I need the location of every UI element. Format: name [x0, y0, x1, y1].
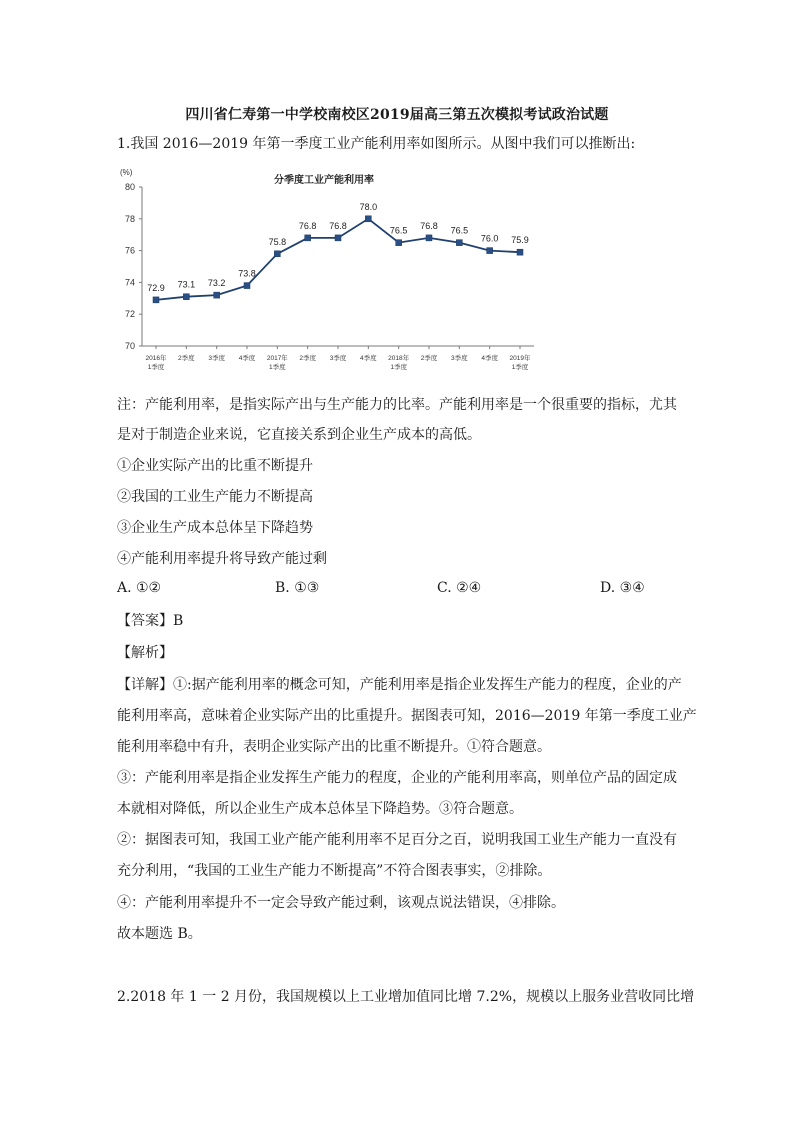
x-tick-label: 2季度: [178, 355, 195, 362]
data-point: [244, 283, 250, 289]
data-label: 73.8: [238, 268, 256, 279]
capacity-utilization-chart: [112, 163, 542, 378]
x-tick-label: 2018年: [388, 355, 410, 362]
x-tick-label: 3季度: [329, 355, 347, 362]
detail-line-9: 故本题选 B。: [117, 926, 202, 942]
detail-line-3: 能利用率稳中有升，表明企业实际产出的比重不断提升。①符合题意。: [117, 739, 551, 755]
detail-line-8: ④：产能利用率提升不一定会导致产能过剩，该观点说法错误，④排除。: [117, 895, 565, 911]
note-line-1: 注：产能利用率，是指实际产出与生产能力的比率。产能利用率是一个很重要的指标，尤其: [117, 397, 677, 413]
data-point: [305, 235, 311, 241]
x-tick-label: 1季度: [269, 364, 286, 371]
question-2-stem: 2.2018 年 1 一 2 月份，我国规模以上工业增加值同比增 7.2%，规模以上服务业营收同比增: [117, 989, 695, 1005]
option-b: B. ①③: [275, 580, 320, 596]
x-tick-label: 2季度: [299, 355, 316, 362]
x-tick-label: 4季度: [238, 355, 256, 362]
x-tick-label: 3季度: [208, 355, 225, 362]
y-tick-label: 78: [124, 213, 135, 224]
y-tick-label: 70: [124, 341, 135, 351]
option-a: A. ①②: [117, 580, 162, 596]
data-point: [153, 297, 159, 303]
data-label: 76.8: [329, 220, 347, 231]
data-label: 78.0: [359, 201, 378, 212]
x-tick-label: 4季度: [481, 355, 498, 362]
x-tick-label: 1季度: [390, 364, 407, 371]
data-label: 72.9: [147, 282, 165, 293]
x-tick-label: 2019年: [509, 355, 531, 362]
x-tick-label: 2016年: [145, 355, 167, 362]
x-tick-label: 4季度: [360, 355, 377, 362]
detail-line-2: 能利用率高，意味着企业实际产出的比重提升。据图表可知，2016—2019 年第一季度工业产: [117, 708, 697, 724]
data-point: [214, 292, 220, 298]
chart-svg: [112, 163, 542, 378]
x-tick-label: 3季度: [451, 355, 468, 362]
x-tick-label: 1季度: [511, 364, 529, 371]
data-label: 76.5: [450, 225, 469, 236]
statement-1: ①企业实际产出的比重不断提升: [117, 458, 313, 474]
data-label: 76.8: [420, 220, 438, 231]
data-point: [426, 235, 432, 241]
chart-title: 分季度工业产能利用率: [274, 175, 374, 186]
data-label: 75.9: [511, 235, 529, 246]
question-1-stem: 1.我国 2016—2019 年第一季度工业产能利用率如图所示。从图中我们可以推断出:: [117, 136, 636, 152]
x-tick-label: 2017年: [266, 355, 288, 362]
x-tick-label: 1季度: [147, 364, 165, 371]
statement-3: ③企业生产成本总体呈下降趋势: [117, 520, 313, 536]
option-d: D. ③④: [600, 580, 645, 596]
data-point: [365, 216, 371, 222]
detail-line-1: 【详解】①:据产能利用率的概念可知，产能利用率是指企业发挥生产能力的程度，企业的产: [117, 677, 682, 693]
y-axis-unit: (%): [120, 168, 133, 177]
y-tick-label: 76: [124, 245, 135, 256]
data-point: [335, 235, 341, 241]
y-tick-label: 74: [124, 277, 135, 288]
analysis-label: 【解析】: [117, 645, 173, 661]
data-point: [517, 249, 523, 255]
y-tick-label: 80: [124, 182, 135, 192]
statement-4: ④产能利用率提升将导致产能过剩: [117, 551, 327, 567]
statement-2: ②我国的工业生产能力不断提高: [117, 489, 313, 505]
detail-line-5: 本就相对降低，所以企业生产成本总体呈下降趋势。③符合题意。: [117, 801, 523, 817]
data-label: 73.1: [177, 279, 196, 290]
data-label: 76.0: [480, 233, 499, 244]
data-point: [183, 294, 189, 300]
option-c: C. ②④: [437, 580, 482, 596]
x-tick-label: 2季度: [420, 355, 438, 362]
data-label: 76.8: [298, 220, 317, 231]
detail-line-4: ③：产能利用率是指企业发挥生产能力的程度，企业的产能利用率高，则单位产品的固定成: [117, 770, 677, 786]
detail-line-6: ②：据图表可知，我国工业产能产能利用率不足百分之百，说明我国工业生产能力一直没有: [117, 832, 677, 848]
note-line-2: 是对于制造企业来说，它直接关系到企业生产成本的高低。: [117, 427, 481, 443]
data-point: [456, 240, 462, 246]
data-label: 75.8: [268, 236, 287, 247]
data-point: [274, 251, 280, 257]
data-point: [487, 248, 493, 254]
data-point: [396, 240, 402, 246]
document-title: 四川省仁寿第一中学校南校区2019届高三第五次模拟考试政治试题: [185, 107, 609, 123]
y-tick-label: 72: [124, 309, 135, 320]
data-label: 76.5: [389, 225, 408, 236]
detail-line-7: 充分利用，“我国的工业生产能力不断提高”不符合图表事实，②排除。: [117, 863, 552, 879]
data-label: 73.2: [207, 278, 226, 289]
answer-label: 【答案】B: [117, 613, 184, 629]
